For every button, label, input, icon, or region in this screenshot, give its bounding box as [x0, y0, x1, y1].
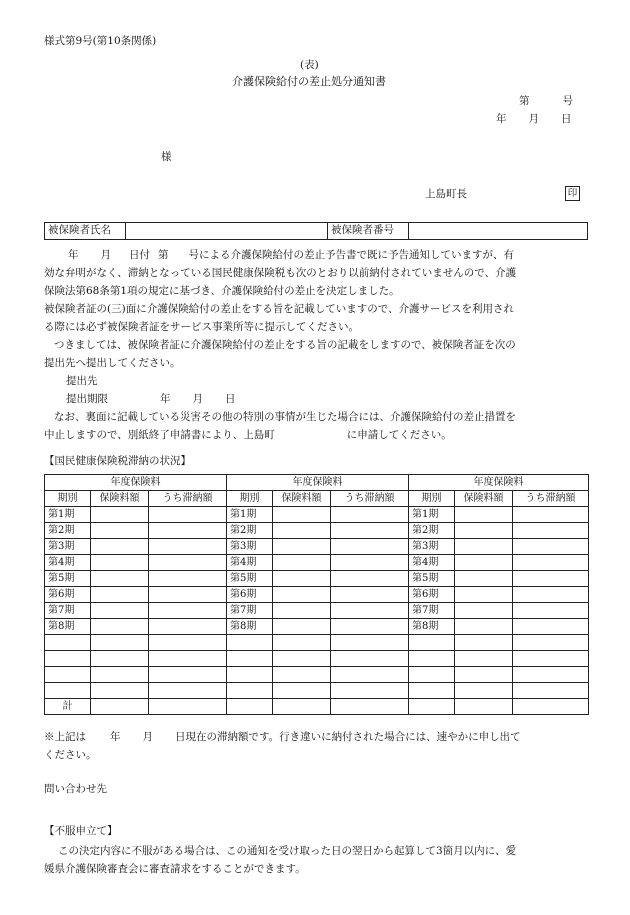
- period-cell: 第4期: [227, 555, 273, 571]
- arrears-amount-cell[interactable]: [513, 555, 589, 571]
- insured-name-field[interactable]: [126, 223, 328, 240]
- period-cell: 第5期: [227, 571, 273, 587]
- premium-amount-cell[interactable]: [273, 635, 331, 651]
- body-line-1: [44, 246, 580, 264]
- period-cell: 第8期: [409, 619, 455, 635]
- table-row: [45, 539, 589, 555]
- body-line-6: つきましては、被保険者証に介護保険給付の差止をする旨の記載をしますので、被保険者証を次の: [54, 339, 516, 351]
- body-line-4: 被保険者証の(三)面に介護保険給付の差止をする旨を記載していますので、介護サービスを利用され: [44, 303, 514, 315]
- objection-line-2: 媛県介護保険審査会に審査請求をすることができます。: [44, 863, 306, 875]
- note-line-1: [44, 728, 580, 746]
- col-period: 期別: [409, 491, 455, 507]
- premium-amount-cell[interactable]: [273, 523, 331, 539]
- arrears-heading: 【国民健康保険税滞納の状況】: [44, 455, 191, 467]
- objection-body: [44, 842, 580, 878]
- arrears-amount-cell[interactable]: [331, 603, 409, 619]
- body-line-7: 提出先へ提出してください。: [44, 357, 181, 369]
- submit-to-label: 提出先: [66, 375, 98, 387]
- premium-amount-cell[interactable]: [273, 507, 331, 523]
- arrears-amount-cell[interactable]: [149, 603, 227, 619]
- body-line-2: 効な弁明がなく、滞納となっている国民健康保険税も次のとおり以前納付されていませんので、介護: [44, 267, 517, 279]
- table-row: [45, 603, 589, 619]
- premium-amount-cell[interactable]: [91, 523, 149, 539]
- premium-amount-cell[interactable]: [455, 587, 513, 603]
- arrears-amount-cell[interactable]: [513, 523, 589, 539]
- premium-amount-cell[interactable]: [273, 571, 331, 587]
- arrears-amount-cell[interactable]: [149, 587, 227, 603]
- deadline-label: 提出期限: [66, 393, 108, 405]
- note-suffix: 日現在の滞納額です。行き違いに納付された場合には、速やかに申し出て: [175, 731, 521, 743]
- issue-date-month: 月: [528, 113, 539, 125]
- p1-dai: 第: [158, 249, 169, 261]
- period-cell: [45, 667, 91, 683]
- premium-amount-cell[interactable]: [273, 587, 331, 603]
- period-cell: [45, 635, 91, 651]
- col-arrears: うち滞納額: [331, 491, 409, 507]
- period-cell: 第7期: [409, 603, 455, 619]
- premium-amount-cell[interactable]: [455, 555, 513, 571]
- document-title: 介護保険給付の差止処分通知書: [232, 75, 386, 88]
- issue-date-day: 日: [561, 113, 572, 125]
- premium-amount-cell[interactable]: [455, 667, 513, 683]
- table-row: [45, 507, 589, 523]
- period-cell: 第4期: [409, 555, 455, 571]
- premium-amount-cell[interactable]: [273, 699, 331, 715]
- p4-line2-a: 中止しますので、別紙終了申請書により、上島町: [44, 429, 275, 441]
- table-row-total: [45, 699, 589, 715]
- insured-name-label: 被保険者氏名: [45, 223, 126, 240]
- premium-amount-cell[interactable]: [455, 523, 513, 539]
- period-cell: [227, 699, 273, 715]
- arrears-amount-cell[interactable]: [513, 587, 589, 603]
- col-premium: 保険料額: [455, 491, 513, 507]
- period-cell: 第2期: [45, 523, 91, 539]
- premium-amount-cell[interactable]: [91, 539, 149, 555]
- period-cell: [409, 699, 455, 715]
- arrears-amount-cell[interactable]: [149, 523, 227, 539]
- deadline-year: 年: [160, 393, 171, 405]
- period-cell: 第3期: [227, 539, 273, 555]
- period-cell: 第4期: [45, 555, 91, 571]
- premium-amount-cell[interactable]: [273, 555, 331, 571]
- period-cell: 第5期: [45, 571, 91, 587]
- document-number-go: 号: [562, 95, 573, 107]
- arrears-amount-cell[interactable]: [331, 667, 409, 683]
- body-line-11: [44, 426, 580, 444]
- period-cell: 第1期: [45, 507, 91, 523]
- period-cell: [409, 635, 455, 651]
- premium-amount-cell[interactable]: [91, 635, 149, 651]
- period-cell: 第7期: [227, 603, 273, 619]
- period-cell: 第6期: [45, 587, 91, 603]
- form-number-label: 様式第9号(第10条関係): [44, 35, 157, 47]
- premium-amount-cell[interactable]: [273, 619, 331, 635]
- table-row-blank: [45, 667, 589, 683]
- side-label: (表): [300, 59, 319, 71]
- arrears-amount-cell[interactable]: [513, 539, 589, 555]
- premium-amount-cell[interactable]: [91, 507, 149, 523]
- arrears-amount-cell[interactable]: [149, 555, 227, 571]
- premium-amount-cell[interactable]: [91, 571, 149, 587]
- arrears-amount-cell[interactable]: [513, 651, 589, 667]
- arrears-amount-cell[interactable]: [331, 523, 409, 539]
- table-row: [45, 555, 589, 571]
- premium-amount-cell[interactable]: [455, 603, 513, 619]
- arrears-amount-cell[interactable]: [149, 699, 227, 715]
- arrears-amount-cell[interactable]: [513, 667, 589, 683]
- note-year: 年: [110, 731, 121, 743]
- table-row: [45, 523, 589, 539]
- period-cell: [409, 667, 455, 683]
- col-period: 期別: [45, 491, 91, 507]
- arrears-amount-cell[interactable]: [513, 683, 589, 699]
- period-cell: 第1期: [227, 507, 273, 523]
- p1-day: 日付: [129, 249, 150, 261]
- premium-amount-cell[interactable]: [455, 539, 513, 555]
- addressee-sama: 様: [161, 151, 172, 163]
- arrears-amount-cell[interactable]: [331, 683, 409, 699]
- arrears-amount-cell[interactable]: [513, 635, 589, 651]
- premium-amount-cell[interactable]: [455, 635, 513, 651]
- arrears-amount-cell[interactable]: [149, 571, 227, 587]
- year-header-2: 年度保険料: [227, 475, 409, 491]
- seal-mark: [565, 186, 580, 202]
- col-period: 期別: [227, 491, 273, 507]
- arrears-amount-cell[interactable]: [149, 667, 227, 683]
- premium-amount-cell[interactable]: [91, 555, 149, 571]
- period-cell: 第1期: [409, 507, 455, 523]
- deadline-month: 月: [192, 393, 203, 405]
- table-row: [45, 571, 589, 587]
- premium-amount-cell[interactable]: [91, 699, 149, 715]
- period-cell: [45, 651, 91, 667]
- arrears-note: [44, 728, 580, 764]
- premium-amount-cell[interactable]: [455, 651, 513, 667]
- premium-amount-cell[interactable]: [455, 619, 513, 635]
- premium-amount-cell[interactable]: [91, 603, 149, 619]
- document-number-dai: 第: [519, 95, 530, 107]
- objection-line-1: この決定内容に不服がある場合は、この通知を受け取った日の翌日から起算して3箇月以内に、愛: [58, 845, 517, 857]
- notice-body: [44, 246, 580, 444]
- inquiry-label: 問い合わせ先: [44, 783, 107, 795]
- period-cell: 第6期: [409, 587, 455, 603]
- sender-title: 上島町長: [425, 188, 467, 200]
- arrears-amount-cell[interactable]: [513, 619, 589, 635]
- arrears-amount-cell[interactable]: [149, 619, 227, 635]
- premium-amount-cell[interactable]: [455, 571, 513, 587]
- p1-month: 月: [100, 249, 111, 261]
- p1-year: 年: [68, 249, 79, 261]
- period-cell: [409, 651, 455, 667]
- premium-amount-cell[interactable]: [273, 651, 331, 667]
- note-line-2: ください。: [44, 749, 97, 761]
- premium-amount-cell[interactable]: [91, 683, 149, 699]
- premium-amount-cell[interactable]: [273, 603, 331, 619]
- arrears-amount-cell[interactable]: [149, 683, 227, 699]
- premium-amount-cell[interactable]: [91, 587, 149, 603]
- arrears-amount-cell[interactable]: [331, 555, 409, 571]
- premium-amount-cell[interactable]: [455, 507, 513, 523]
- body-line-5: る際には必ず被保険者証をサービス事業所等に提示してください。: [44, 321, 359, 333]
- table-row: [45, 619, 589, 635]
- period-cell: [227, 667, 273, 683]
- col-premium: 保険料額: [273, 491, 331, 507]
- p4-line2-b: に申請してください。: [346, 429, 452, 441]
- period-cell: [227, 683, 273, 699]
- arrears-amount-cell[interactable]: [331, 539, 409, 555]
- col-arrears: うち滞納額: [149, 491, 227, 507]
- period-cell: 第8期: [45, 619, 91, 635]
- premium-amount-cell[interactable]: [455, 699, 513, 715]
- arrears-amount-cell[interactable]: [149, 651, 227, 667]
- arrears-amount-cell[interactable]: [513, 571, 589, 587]
- arrears-amount-cell[interactable]: [331, 651, 409, 667]
- premium-amount-cell[interactable]: [273, 539, 331, 555]
- year-header-3: 年度保険料: [409, 475, 589, 491]
- table-row-blank: [45, 651, 589, 667]
- period-cell: 第5期: [409, 571, 455, 587]
- deadline-day: 日: [225, 393, 236, 405]
- period-cell: 第3期: [409, 539, 455, 555]
- col-premium: 保険料額: [91, 491, 149, 507]
- body-line-3: 保険法第68条第1項の規定に基づき、介護保険給付の差止を決定しました。: [44, 285, 400, 297]
- premium-amount-cell[interactable]: [91, 667, 149, 683]
- note-prefix: ※上記は: [44, 731, 86, 743]
- arrears-amount-cell[interactable]: [331, 587, 409, 603]
- arrears-amount-cell[interactable]: [331, 699, 409, 715]
- period-cell: 第3期: [45, 539, 91, 555]
- document-number: [519, 94, 573, 110]
- period-cell: 第7期: [45, 603, 91, 619]
- premium-amount-cell[interactable]: [91, 619, 149, 635]
- arrears-amount-cell[interactable]: [331, 507, 409, 523]
- objection-heading: 【不服申立て】: [44, 825, 118, 837]
- period-cell: [409, 683, 455, 699]
- total-label: 計: [45, 699, 91, 715]
- insured-number-label: 被保険者番号: [328, 223, 409, 240]
- premium-amount-cell[interactable]: [273, 667, 331, 683]
- year-header-1: 年度保険料: [45, 475, 227, 491]
- submit-deadline: [44, 390, 580, 408]
- arrears-amount-cell[interactable]: [513, 507, 589, 523]
- premium-amount-cell[interactable]: [455, 683, 513, 699]
- table-row-blank: [45, 635, 589, 651]
- period-cell: 第2期: [409, 523, 455, 539]
- arrears-amount-cell[interactable]: [149, 635, 227, 651]
- arrears-amount-cell[interactable]: [513, 699, 589, 715]
- arrears-amount-cell[interactable]: [149, 507, 227, 523]
- arrears-table: [44, 474, 589, 715]
- arrears-amount-cell[interactable]: [513, 603, 589, 619]
- arrears-amount-cell[interactable]: [331, 619, 409, 635]
- seal-mark-label: 印: [565, 186, 580, 201]
- premium-amount-cell[interactable]: [273, 683, 331, 699]
- body-line-10: なお、裏面に記載している災害その他の特別の事情が生じた場合には、介護保険給付の差止措置を: [54, 411, 516, 423]
- col-arrears: うち滞納額: [513, 491, 589, 507]
- insured-info-table: [44, 222, 588, 240]
- arrears-amount-cell[interactable]: [149, 539, 227, 555]
- period-cell: [45, 683, 91, 699]
- note-month: 月: [142, 731, 153, 743]
- period-cell: [227, 651, 273, 667]
- issue-date-year: 年: [496, 113, 507, 125]
- issue-date: [496, 112, 572, 128]
- table-row: [45, 587, 589, 603]
- arrears-amount-cell[interactable]: [331, 635, 409, 651]
- period-cell: 第2期: [227, 523, 273, 539]
- period-cell: [227, 635, 273, 651]
- arrears-amount-cell[interactable]: [331, 571, 409, 587]
- period-cell: 第8期: [227, 619, 273, 635]
- table-row-blank: [45, 683, 589, 699]
- p1-rest: 号による介護保険給付の差止予告書で既に予告通知していますが、有: [188, 249, 514, 261]
- premium-amount-cell[interactable]: [91, 651, 149, 667]
- insured-number-field[interactable]: [409, 223, 588, 240]
- period-cell: 第6期: [227, 587, 273, 603]
